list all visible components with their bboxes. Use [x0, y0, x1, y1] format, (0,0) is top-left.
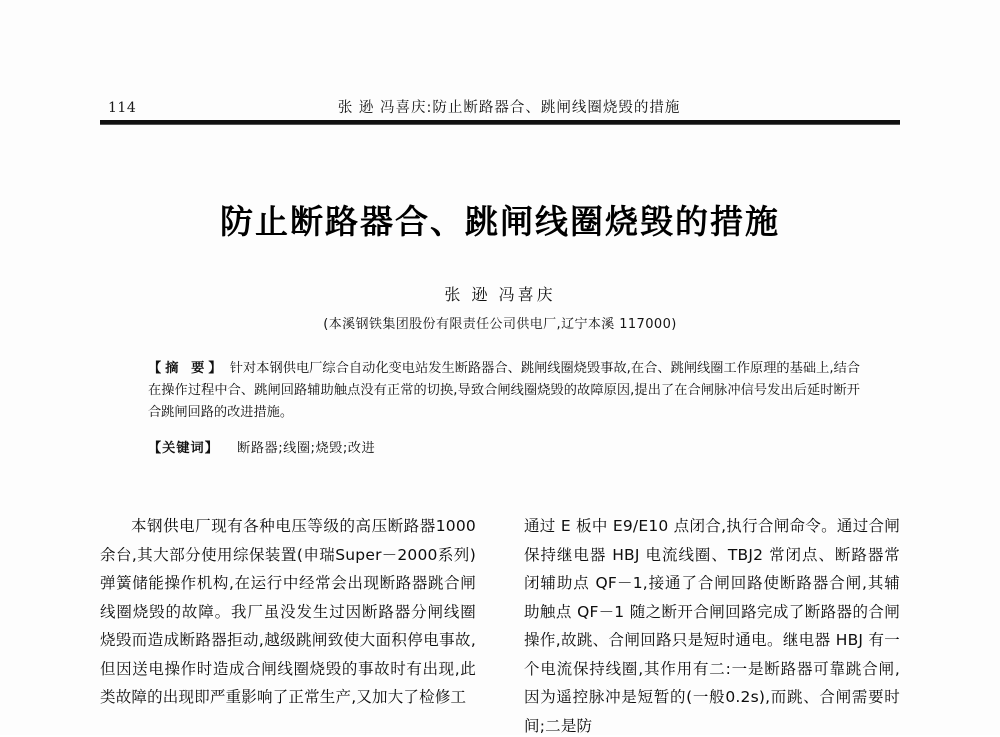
- body-column-left: [100, 512, 476, 737]
- body-columns: [100, 512, 900, 737]
- abstract-text: 针对本钢供电厂综合自动化变电站发生断路器合、跳闸线圈烧毁事故,在合、跳闸线圈工作原理的基础上,结合在操作过程中合、跳闸回路辅助触点没有正常的切换,导致合闸线圈烧毁的故障原因,提出了在合闸脉冲信号发出后延时断开合跳闸回路的改进措施。: [148, 361, 860, 420]
- header-rule: [100, 120, 900, 124]
- keywords-block: [148, 438, 860, 460]
- body-column-right: [524, 512, 900, 737]
- page-number: 114: [108, 100, 137, 116]
- author-affiliation: (本溪钢铁集团股份有限责任公司供电厂,辽宁本溪 117000): [323, 317, 677, 332]
- keywords-text: 断路器;线圈;烧毁;改进: [237, 441, 376, 456]
- abstract-label: 【摘 要】: [148, 361, 226, 376]
- running-head: [108, 96, 898, 117]
- paragraph: 通过 E 板中 E9/E10 点闭合,执行合闸命令。通过合闸保持继电器 HBJ 电流线圈、TBJ2 常闭点、断路器常闭辅助点 QF－1,接通了合闸回路使断路器合闸,其辅助触点 QF－1 随之断开合闸回路完成了断路器的合闸操作,故跳、合闸回路只是短时通电。继电器 HBJ 有一个电流保持线圈,其作用有二:一是断路器可靠跳合闸,因为遥控脉冲是短暂的(一般0.2s),而跳、合闸需要时间;二是防: [524, 517, 900, 735]
- abstract-block: [148, 358, 860, 424]
- article-title: 防止断路器合、跳闸线圈烧毁的措施: [220, 202, 780, 241]
- running-head-title: 张 逊 冯喜庆:防止断路器合、跳闸线圈烧毁的措施: [337, 100, 681, 116]
- paragraph: 本钢供电厂现有各种电压等级的高压断路器1000余台,其大部分使用综保装置(申瑞Super－2000系列)弹簧储能操作机构,在运行中经常会出现断路器跳合闸线圈烧毁的故障。我厂虽没发生过因断路器分闸线圈烧毁而造成断路器拒动,越级跳闸致使大面积停电事故,但因送电操作时造成合闸线圈烧毁的事故时有出现,此类故障的出现即严重影响了正常生产,又加大了检修工: [100, 517, 476, 706]
- article-authors: 张 逊 冯喜庆: [444, 285, 556, 304]
- keywords-label: 【关键词】: [148, 441, 219, 456]
